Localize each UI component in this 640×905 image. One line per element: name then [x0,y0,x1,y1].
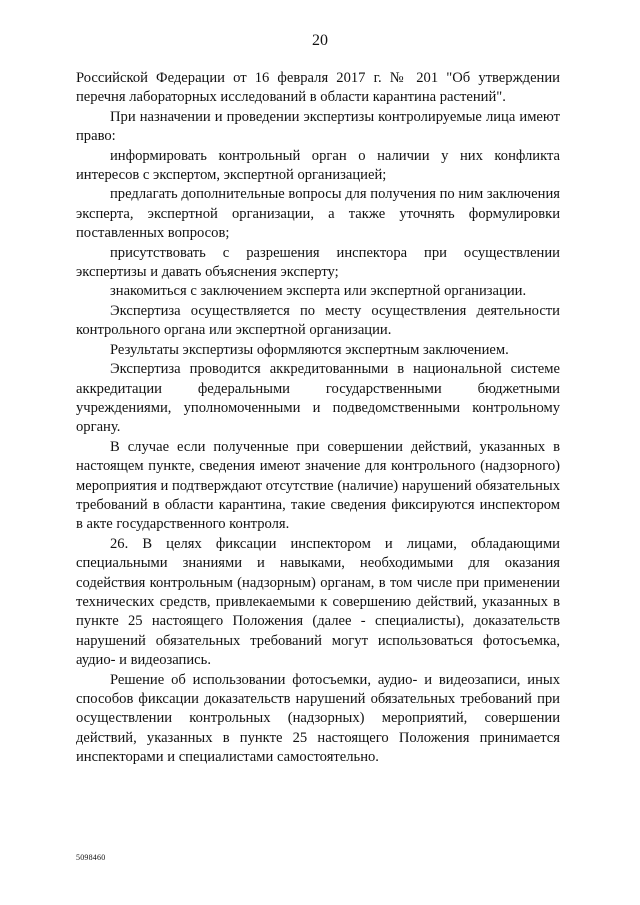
paragraph-2: При назначении и проведении экспертизы контролируемые лица имеют право: [76,108,560,145]
paragraph-6: знакомиться с заключением эксперта или экспертной организации. [110,283,527,300]
paragraph-5: присутствовать с разрешения инспектора при осуществлении экспертизы и давать объяснения эксперту; [76,244,560,281]
paragraph-9: Экспертиза проводится аккредитованными в национальной системе аккредитации федеральными государственными бюджетными учреждениями, уполномоченными и подведомственными контрольному органу. [76,361,560,436]
paragraph-12: Решение об использовании фотосъемки, аудио- и видеозаписи, иных способов фиксации доказательств нарушений обязательных требований при осуществлении контрольных (надзорных) мероприятий, совершении действий, указанных в пункте 25 настоящего Положения принимается инспекторами и специалистами самостоятельно. [76,671,560,766]
paragraph-4: предлагать дополнительные вопросы для получения по ним заключения эксперта, экспертной организации, а также уточнять формулировки поставленных вопросов; [76,186,560,242]
page-number: 20 [312,32,328,49]
paragraph-1: Российской Федерации от 16 февраля 2017 г. № 201 "Об утверждении перечня лабораторных исследований в области карантина растений". [76,70,560,106]
paragraph-8: Результаты экспертизы оформляются экспертным заключением. [110,341,509,358]
paragraph-3: информировать контрольный орган о наличии у них конфликта интересов с экспертом, экспертной организацией; [76,147,560,184]
document-code: 5098460 [76,853,106,862]
paragraph-10: В случае если полученные при совершении действий, указанных в настоящем пункте, сведения имеют значение для контрольного (надзорного) мероприятия и подтверждают отсутствие (наличие) нарушений обязательных требований в области карантина, такие сведения фиксируются инспектором в акте государственного контроля. [76,438,560,533]
paragraph-11: 26. В целях фиксации инспектором и лицами, обладающими специальными знаниями и навыками, необходимыми для оказания содействия контрольным (надзорным) органам, в том числе при применении технических средств, привлекаемыми к совершению действий, указанных в пункте 25 настоящего Положения (далее - специалисты), доказательств нарушений обязательных требований могут использоваться фотосъемка, аудио- и видеозапись. [76,535,560,669]
document-body [76,69,560,768]
paragraph-7: Экспертиза осуществляется по месту осуществления деятельности контрольного органа или экспертной организации. [76,302,560,339]
